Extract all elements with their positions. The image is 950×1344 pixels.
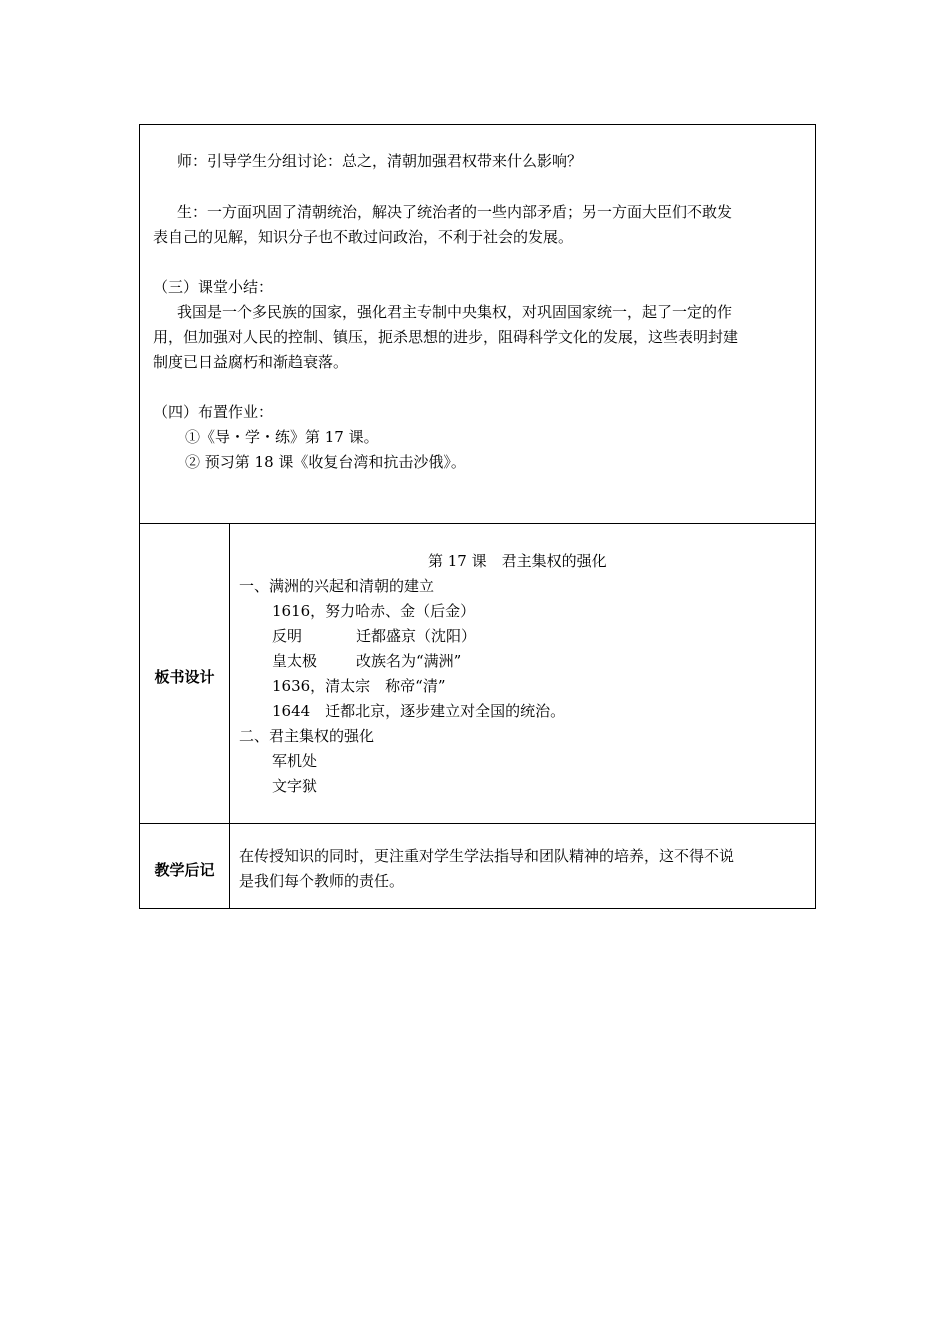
board-line-huangtaiji: 皇太极 [272,652,318,670]
board-design-label: 板书设计 [154,668,215,686]
board-line-move-shengjing: 迁都盛京（沈阳） [356,627,477,645]
homework-heading: （四）布置作业： [153,403,274,421]
reflection-label: 教学后记 [154,861,215,879]
board-title: 第 17 课 君主集权的强化 [428,552,607,570]
reflection-label-cell [139,823,230,909]
summary-line-1: 我国是一个多民族的国家，强化君主专制中央集权，对巩固国家统一，起了一定的作 [177,303,733,321]
homework-item-1: ①《导・学・练》第 17 课。 [185,428,379,446]
board-design-label-cell [139,523,230,824]
summary-heading: （三）课堂小结： [153,278,274,296]
teacher-discussion-line: 师：引导学生分组讨论：总之，清朝加强君权带来什么影响？ [177,152,583,170]
board-line-junjichu: 军机处 [272,752,318,770]
board-design-content-cell [229,523,816,824]
lesson-process-cell [139,124,816,524]
board-section-1: 一、满洲的兴起和清朝的建立 [239,577,435,595]
summary-line-3: 制度已日益腐朽和渐趋衰落。 [153,353,349,371]
board-line-rename-manchu: 改族名为“满洲” [356,652,462,670]
homework-item-2: ② 预习第 18 课《收复台湾和抗击沙俄》。 [185,453,466,471]
student-answer-line-1: 生：一方面巩固了清朝统治，解决了统治者的一些内部矛盾；另一方面大臣们不敢发 [177,203,733,221]
student-answer-line-2: 表自己的见解，知识分子也不敢过问政治，不利于社会的发展。 [153,228,574,246]
summary-line-2: 用，但加强对人民的控制、镇压，扼杀思想的进步，阻碍科学文化的发展，这些表明封建 [153,328,739,346]
board-line-wenziyu: 文字狱 [272,777,318,795]
reflection-line-1: 在传授知识的同时，更注重对学生学法指导和团队精神的培养，这不得不说 [239,847,735,865]
board-line-1616: 1616，努力哈赤、金（后金） [272,602,476,620]
board-line-1644: 1644 迁都北京，逐步建立对全国的统治。 [272,702,566,720]
board-section-2: 二、君主集权的强化 [239,727,375,745]
reflection-content-cell [229,823,816,909]
reflection-line-2: 是我们每个教师的责任。 [239,872,405,890]
board-line-1636: 1636，清太宗 称帝“清” [272,677,446,695]
board-line-anti-ming: 反明 [272,627,303,645]
